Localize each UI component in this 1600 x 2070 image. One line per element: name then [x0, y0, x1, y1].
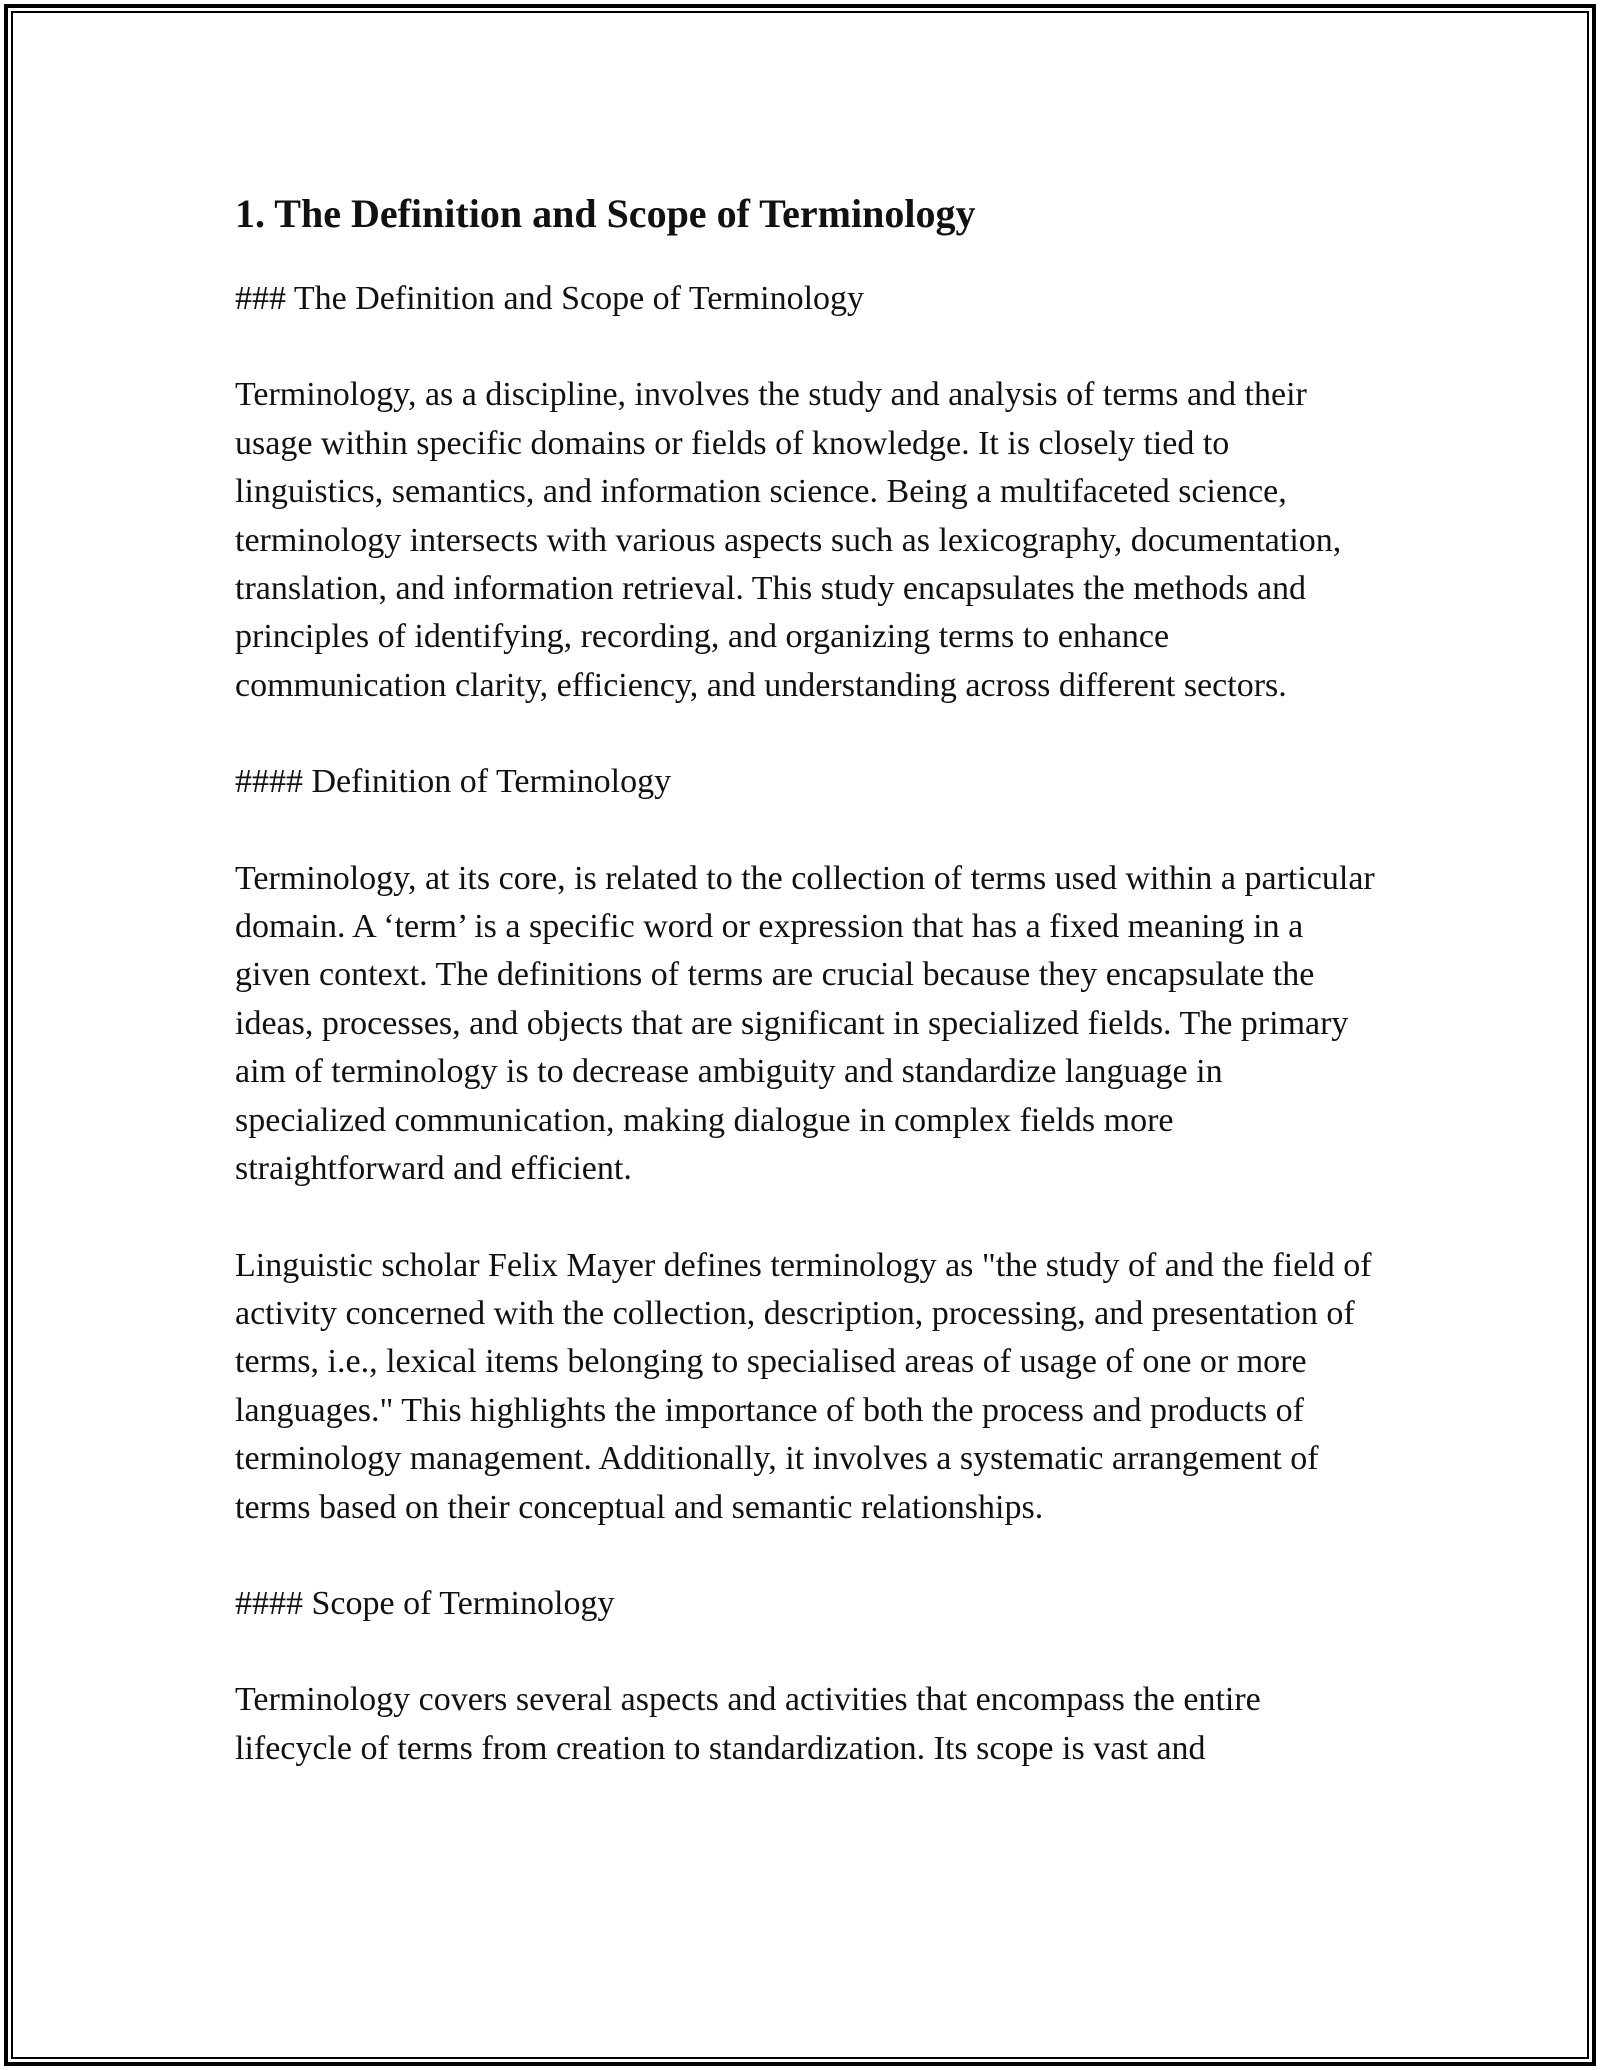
- markdown-heading-scope: #### Scope of Terminology: [235, 1584, 615, 1622]
- document-title: 1. The Definition and Scope of Terminology: [235, 191, 976, 236]
- paragraph-mayer-quote: Linguistic scholar Felix Mayer defines terminology as "the study of and the field of activity concerned with the collection, description, processing, and presentation of terms, i.e., lexical items belonging to specialised areas of usage of one or more languages." This highlights the importance of both the process and products of terminology management. Additionally, it involves a systematic arrangement of terms based on their conceptual and semantic relationships.: [235, 1246, 1372, 1526]
- paragraph-scope: Terminology covers several aspects and activities that encompass the entire lifecycle of terms from creation to standardization. Its scope is vast and: [235, 1681, 1261, 1767]
- document-body: [235, 185, 1375, 1821]
- markdown-heading-definition: #### Definition of Terminology: [235, 763, 672, 801]
- paragraph-intro: Terminology, as a discipline, involves the study and analysis of terms and their usage within specific domains or fields of knowledge. It is closely tied to linguistics, semantics, and information science. Being a multifaceted science, terminology intersects with various aspects such as lexicography, documentation, translation, and information retrieval. This study encapsulates the methods and principles of identifying, recording, and organizing terms to enhance communication clarity, efficiency, and understanding across different sectors.: [235, 376, 1342, 704]
- paragraph-definition: Terminology, at its core, is related to the collection of terms used within a particular domain. A ‘term’ is a specific word or expression that has a fixed meaning in a given context. The definitions of terms are crucial because they encapsulate the ideas, processes, and objects that are significant in specialized fields. The primary aim of terminology is to decrease ambiguity and standardize language in specialized communication, making dialogue in complex fields more straightforward and efficient.: [235, 859, 1375, 1188]
- markdown-heading-main: ### The Definition and Scope of Terminology: [235, 280, 865, 317]
